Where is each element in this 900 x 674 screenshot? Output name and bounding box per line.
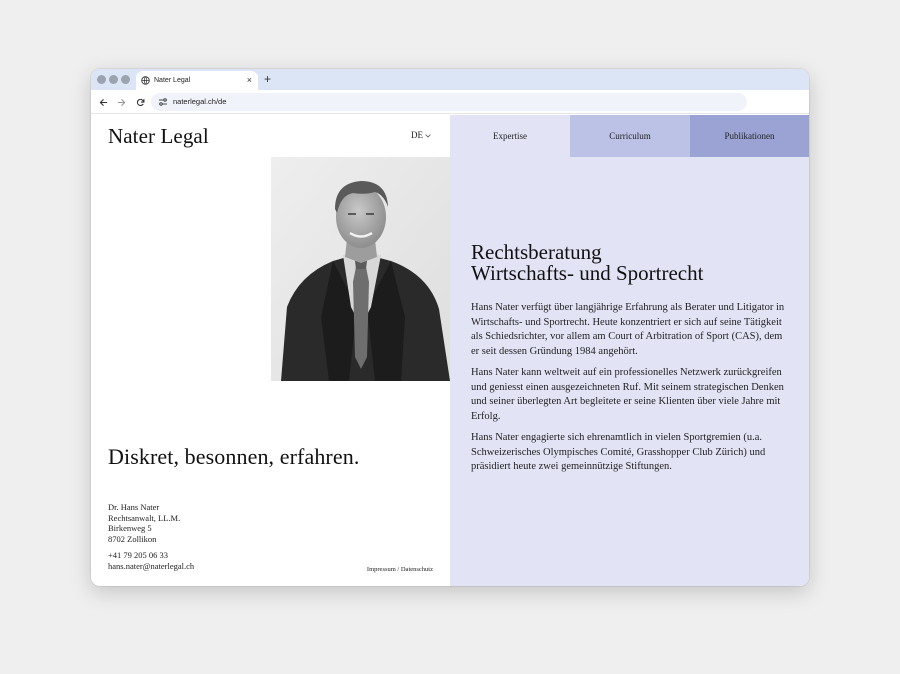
legal-links[interactable]: Impressum / Datenschutz (366, 566, 433, 573)
site-settings-icon[interactable] (158, 97, 168, 107)
page-heading (471, 242, 791, 284)
webpage (91, 115, 809, 586)
globe-icon (141, 76, 150, 85)
back-icon[interactable] (97, 96, 109, 108)
right-column (450, 115, 809, 586)
tab-strip (91, 69, 809, 90)
paragraph-2: Hans Nater kann weltweit auf ein professionelles Netzwerk zurückgreifen und geniesst einen ausgezeichneten Ruf. Mit seinem strategischen Denken und seiner überlegten Art begleitete er seine Klienten über viele Jahre mit Erfolg. (471, 367, 784, 422)
language-switcher[interactable] (411, 130, 431, 140)
contact-phone[interactable]: +41 79 205 06 33 (108, 550, 169, 560)
main-nav (450, 115, 809, 157)
language-label: DE (411, 130, 423, 140)
tagline: Diskret, besonnen, erfahren. (108, 444, 360, 469)
heading-line-2: Wirtschafts- und Sportrecht (471, 261, 704, 285)
left-column (91, 115, 450, 586)
contact-title: Rechtsanwalt, LL.M. (108, 512, 181, 523)
address-bar[interactable] (151, 93, 747, 111)
contact-city: 8702 Zollikon (108, 533, 157, 544)
tab-close-icon[interactable]: × (246, 75, 252, 85)
tab-title: Nater Legal (154, 77, 191, 84)
new-tab-button[interactable]: + (264, 72, 272, 86)
main-content (471, 242, 791, 482)
chevron-down-icon (425, 134, 431, 138)
url-text: naterlegal.ch/de (173, 97, 227, 106)
heading-line-1: Rechtsberatung (471, 240, 602, 264)
browser-window (91, 69, 809, 586)
site-logo[interactable]: Nater Legal (108, 124, 209, 148)
contact-name: Dr. Hans Nater (108, 502, 160, 512)
window-close-dot[interactable] (97, 75, 106, 84)
nav-tab-publikationen[interactable]: Publikationen (690, 115, 809, 157)
portrait-photo (271, 157, 450, 381)
reload-icon[interactable] (134, 96, 146, 108)
forward-icon[interactable] (115, 96, 127, 108)
window-minimize-dot[interactable] (109, 75, 118, 84)
browser-toolbar (91, 90, 809, 114)
paragraph-1: Hans Nater verfügt über langjährige Erfahrung als Berater und Litigator in Wirtschafts- und Sportrecht. Heute konzentriert er sich auf seine Tätigkeit als Schiedsrichter, vor allem am Court of Arbitration of Sport (CAS), dem er seit dessen Gründung 1984 angehört. (471, 302, 785, 357)
nav-tab-expertise[interactable]: Expertise (450, 115, 570, 157)
window-maximize-dot[interactable] (121, 75, 130, 84)
nav-tab-curriculum[interactable]: Curriculum (570, 115, 690, 157)
contact-email[interactable]: hans.nater@naterlegal.ch (108, 560, 195, 571)
paragraph-3: Hans Nater engagierte sich ehrenamtlich in vielen Sportgremien (u.a. Schweizerisches Olympisches Comité, Grasshopper Club Zürich) und präsidiert heute zwei gemeinnützige Stiftungen. (471, 432, 766, 472)
browser-tab[interactable] (136, 71, 258, 90)
contact-street: Birkenweg 5 (108, 523, 152, 533)
contact-block (108, 502, 194, 571)
